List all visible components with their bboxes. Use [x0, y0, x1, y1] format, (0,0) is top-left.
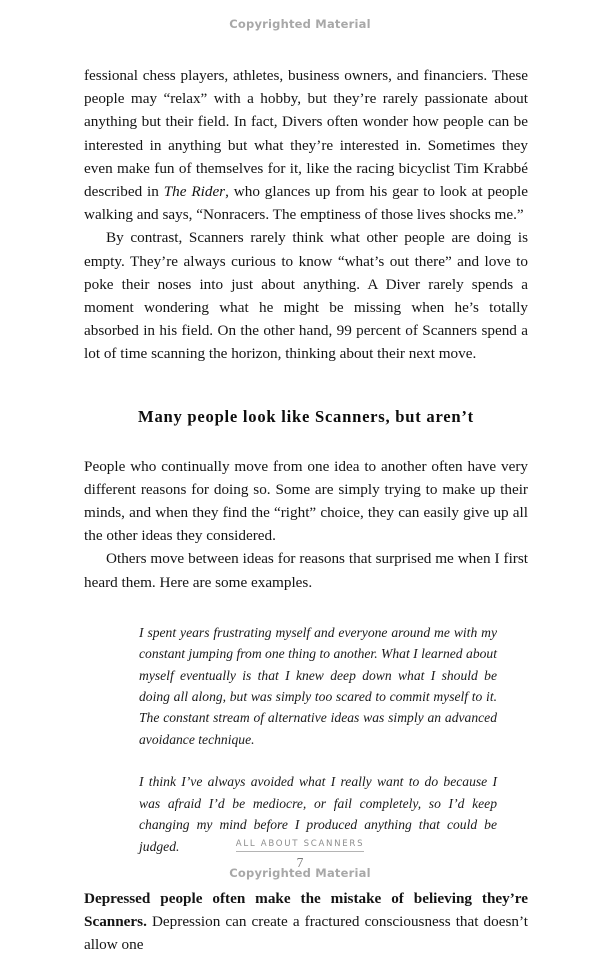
quote-spacer	[84, 750, 528, 771]
copyright-watermark-top: Copyrighted Material	[229, 17, 371, 31]
block-quote: I spent years frustrating myself and everyone around me with my constant jumping from one thing to another. What I learned about myself eventually is that I knew deep down what I should be doing all along, but was simply too scared to commit myself to it. The constant stream of alternative ideas was simply an advanced avoidance technique.	[139, 624, 497, 747]
block-quote: I think I’ve always avoided what I really want to do because I was afraid I’d be mediocre, or fail completely, so I’d keep changing my mind before I produced anything that could be judged.	[139, 774, 497, 854]
page-footer	[0, 833, 600, 870]
text-column	[84, 64, 528, 957]
paragraph-scanners-contrast: By contrast, Scanners rarely think what other people are doing is empty. They’re always curious to know “what’s out there” and love to poke their noses into just about anything. A Diver rarely spends a moment wondering what he might be missing when he’s totally absorbed in his field. On the other hand, 99 percent of Scanners spend a lot of time scanning the horizon, thinking about their next move.	[84, 229, 528, 363]
page-number: 7	[296, 855, 304, 870]
section-heading: Many people look like Scanners, but aren’t	[138, 406, 474, 426]
section-heading-wrap	[84, 366, 528, 455]
lead-in-rest: Depression can create a fractured consciousness that doesn’t allow one	[84, 913, 528, 954]
paragraph-text-part2: , who glances up from his gear to look at people walking and says, “Nonracers. The emptiness of those lives shocks me.”	[84, 183, 528, 224]
running-head: ALL ABOUT SCANNERS	[236, 839, 365, 852]
paragraph-text-part1: fessional chess players, athletes, business owners, and financiers. These people may “relax” with a hobby, but they’re rarely passionate about anything but their field. In fact, Divers often wonder how people can be interested in anything but what they’re interested in. Sometimes they even make fun of themselves for it, like the racing bicyclist Tim Krabbé described in	[84, 67, 528, 201]
paragraph-depressed-people	[84, 887, 528, 957]
book-title-italic: The Rider	[163, 183, 226, 201]
paragraph-different-reasons: People who continually move from one idea to another often have very different reasons for doing so. Some are simply trying to make up their minds, and when they find the “right” choice, they can easily give up all the other ideas they considered.	[84, 457, 528, 545]
paragraph-continued	[84, 64, 528, 226]
paragraph-others-move: Others move between ideas for reasons that surprised me when I first heard them. Here are some examples.	[84, 550, 528, 591]
copyright-watermark-bottom: Copyrighted Material	[229, 866, 371, 880]
lead-in-bold: Depressed people often make the mistake of believing they’re Scanners.	[84, 889, 528, 931]
